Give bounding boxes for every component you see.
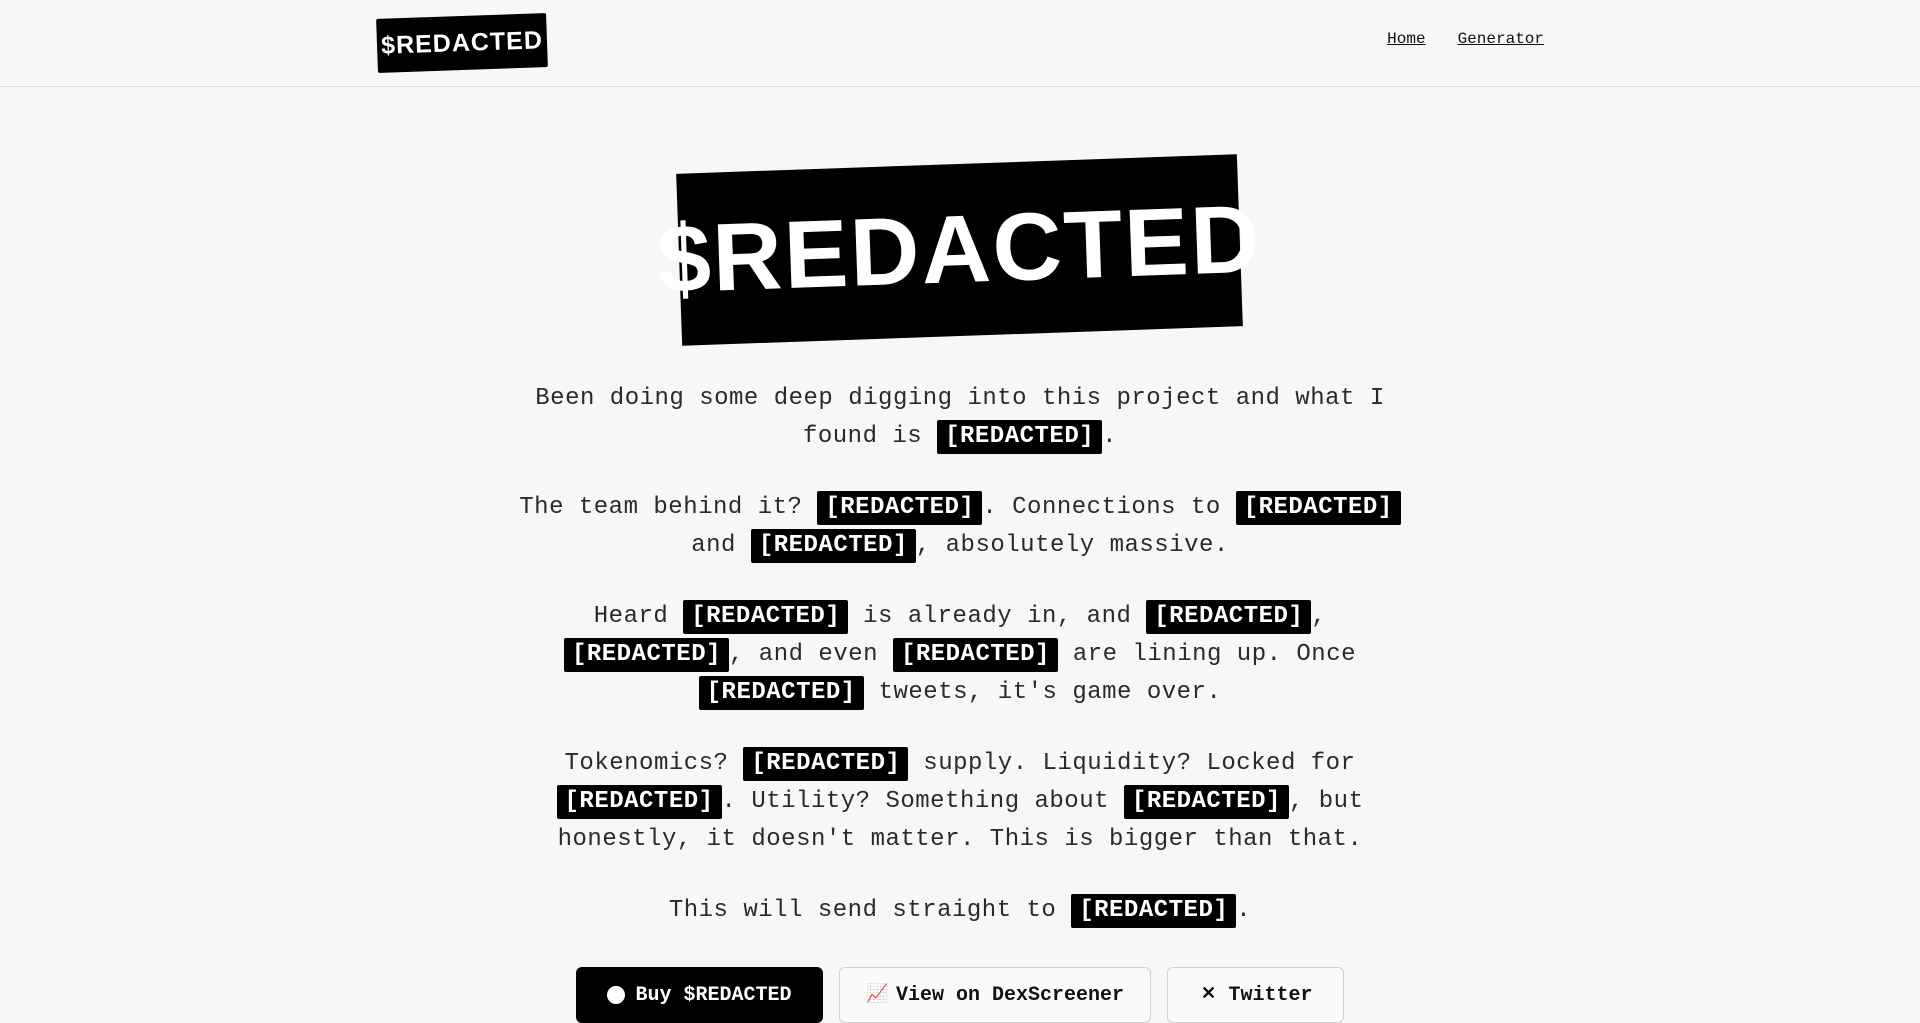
text-segment: Heard (593, 603, 684, 630)
redacted-badge: [REDACTED] (564, 638, 729, 672)
dexscreener-button[interactable] (839, 967, 1151, 1023)
redacted-badge: [REDACTED] (743, 747, 908, 781)
nav-generator-link[interactable]: Generator (1457, 30, 1544, 48)
text-segment: Tokenomics? (564, 750, 744, 777)
twitter-button[interactable] (1167, 967, 1344, 1023)
text-segment: The team behind it? (519, 494, 818, 521)
redacted-badge: [REDACTED] (1146, 600, 1311, 634)
text-segment: . Connections to (982, 494, 1236, 521)
buy-button[interactable] (576, 967, 823, 1023)
story-content (510, 380, 1410, 963)
redacted-badge: [REDACTED] (557, 785, 722, 819)
redacted-badge: [REDACTED] (937, 420, 1102, 454)
paragraph-3 (510, 598, 1410, 712)
paragraph-5 (510, 892, 1410, 930)
cta-buttons (576, 967, 1344, 1023)
redacted-badge: [REDACTED] (699, 676, 864, 710)
circle-icon (607, 986, 625, 1004)
x-icon: ✕ (1200, 985, 1217, 1005)
text-segment: . (1236, 897, 1252, 924)
site-logo[interactable]: $REDACTED (376, 13, 548, 73)
text-segment: are lining up. Once (1057, 641, 1357, 668)
buy-button-label: Buy $REDACTED (635, 983, 792, 1007)
twitter-button-label: Twitter (1228, 983, 1313, 1007)
text-segment: , absolutely massive. (915, 532, 1229, 559)
text-segment: is already in, and (848, 603, 1147, 630)
redacted-badge: [REDACTED] (1071, 894, 1236, 928)
text-segment: , but honestly, it doesn't matter. This is bigger than that. (557, 788, 1364, 853)
redacted-badge: [REDACTED] (1236, 491, 1401, 525)
text-segment: tweets, it's game over. (863, 679, 1222, 706)
paragraph-1 (510, 380, 1410, 456)
text-segment: , (1311, 603, 1327, 630)
text-segment: Been doing some deep digging into this project and what I found is (535, 385, 1385, 450)
main-nav (1387, 30, 1544, 48)
paragraph-4 (510, 745, 1410, 859)
top-navbar (0, 0, 1920, 87)
paragraph-2 (510, 489, 1410, 565)
text-segment: . (1102, 423, 1118, 450)
redacted-badge: [REDACTED] (893, 638, 1058, 672)
text-segment: supply. Liquidity? Locked for (908, 750, 1356, 777)
text-segment: This will send straight to (668, 897, 1072, 924)
text-segment: , and even (729, 641, 893, 668)
nav-home-link[interactable]: Home (1387, 30, 1426, 48)
redacted-badge: [REDACTED] (683, 600, 848, 634)
text-segment: and (691, 532, 751, 559)
hero-title: $REDACTED (676, 154, 1243, 345)
redacted-badge: [REDACTED] (1124, 785, 1289, 819)
chart-icon: 📈 (865, 985, 889, 1005)
redacted-badge: [REDACTED] (817, 491, 982, 525)
text-segment: . Utility? Something about (721, 788, 1124, 815)
dexscreener-button-label: View on DexScreener (895, 983, 1125, 1007)
redacted-badge: [REDACTED] (751, 529, 916, 563)
